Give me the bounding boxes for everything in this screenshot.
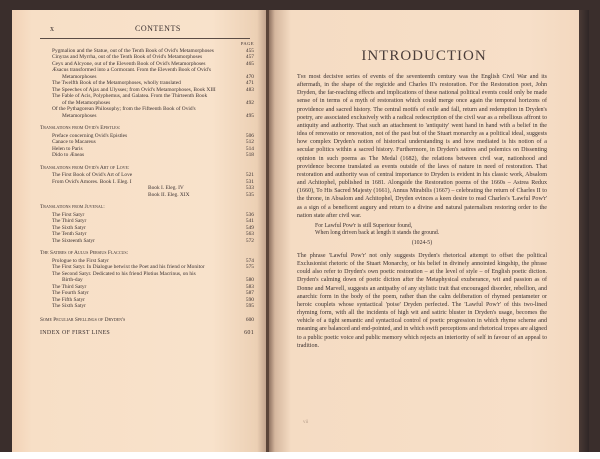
- toc-entry-index: INDEX OF FIRST LINES 601: [40, 330, 254, 336]
- toc-entry: Ceyx and Alcyone, out of the Eleventh Book of Ovid's Metamorphoses 465: [52, 60, 254, 67]
- toc-entry: Dido to Æneas 518: [52, 152, 254, 158]
- verse-quote: [315, 223, 547, 237]
- toc-entry: The Sixteenth Satyr 572: [52, 237, 254, 244]
- paragraph-text: most decisive series of events of the seventeenth century was the English Civil War and its aftermath, in the shape of the regicide and Charles II's restoration. For the Restoration poet, John Dryden, the far-reaching effects and implications of these national political events could only be made sense of in terms of a myth of restoration which could merge once again the temporal horizons of providence and sacred history. The central motifs of exile and fall, return and redemption in Dryden's poetry, are associated exclusively with a radical redescription of the civil war as a rebellious affront to antiquity and authority. That such an attachment to 'antiquity' went hand in hand with a belief in the idea of renovatio or renovation, not of the past but of the Stuart monarchy as a political ideal, suggests how complex Dryden's notion of historical understanding is and how mediated is his notion of a secular politics within a sacred history. Furthermore, in Dryden's satires and polemics on Dissenting opinion in such poems as The Medal (1682), the relations between civil war, nationhood and providence become translated as events outside of the laws of nature in need of restoration. That restoration and authority was of central importance to Dryden is evident in his classic work, Absalom and Achitophel, published in 1681. Alongside the Restoration poems of the 1660s – Astrea Redux (1660), To His Sacred Majesty (1661), Annus Mirabilis (1667) – celebrating the return of Charles II to the throne, in Absalom and Achitophel, Dryden evinces a keen desire to read Charles's 'Lawful Pow'r' as a sign of a beneficent augury and return to a divine and natural paternalism restoring order to the nation state after civil war.: [297, 74, 547, 219]
- toc-entry: The Fifth Satyr 590: [52, 296, 254, 303]
- margin-mark: vii: [303, 420, 309, 425]
- book-edge: [579, 10, 589, 452]
- verse-line: When long driven back at length it stands the ground.: [315, 229, 440, 236]
- toc-entry-continuation: Birth-day 580: [62, 277, 254, 283]
- header-rule: [40, 38, 250, 39]
- toc-entry-continuation: Metamorphoses 495: [62, 112, 254, 119]
- verse-line: For Lawful Pow'r is still Superiour found,: [315, 222, 413, 229]
- paragraph-lead: The: [297, 74, 307, 80]
- toc-entry-spellings: Some Peculiar Spellings of Dryden's 600: [40, 316, 254, 323]
- introduction-body: [297, 73, 547, 350]
- toc-entry: From Ovid's Amores. Book I. Eleg. I 531: [52, 178, 254, 185]
- paragraph-2: The phrase 'Lawful Pow'r' not only suggests Dryden's rhetorical attempt to offset the political Exclusionist rhetoric of the Stuart Monarchy, or his belief in divinely annointed kingship, the phrase could also refer to Dryden's own poetic restoration – at the level of style – of English poetic diction. Dryden's calming down of poetic diction after the Metaphysical exuberance, wit and passion as of Donne and Marvell, suggests an antipathy of any stylistic trait that encouraged disorder, rebellion, and anarchic form in the body of the poem, rather than the calm deliberation of rhymed pentameter or heroic couplets whose syntactical 'poise' Dryden perfected. The 'Lawful Pow'r' of this two-lined rhyming form, with all the incidents of high wit and satiric bluster in Dryden's usage, becomes the vehicle of a tight semantic and syntactical control of poetic progression in which rhyme scheme and meaning are balanced and end-pointed, and in which swift perceptions and rhetorical tropes are aligned to a public poetic voice and public memory which rejects an interiority of self in favour of an appeal to tradition.: [297, 252, 548, 349]
- toc-entry: Book I. Eleg. IV 533: [148, 185, 254, 191]
- toc-entry: The Fourth Satyr 587: [52, 290, 254, 296]
- toc-entry: The First Book of Ovid's Art of Love 521: [52, 172, 254, 178]
- toc-entry: Prologue to the First Satyr 574: [52, 257, 254, 264]
- toc-entry: The Tenth Satyr 563: [52, 231, 254, 237]
- toc-entry: The Sixth Satyr 595: [52, 303, 254, 309]
- toc-entry: The Sixth Satyr 549: [52, 224, 254, 231]
- toc-entry: The Fable of Acis, Polyphemus, and Galatea. From the Thirteenth Book: [52, 93, 208, 99]
- toc-entry-continuation: Metamorphoses 470: [62, 73, 254, 80]
- toc-entry: Canace to Macareus 512: [52, 139, 254, 145]
- toc-entry: Of the Pythagorean Philosophy; from the Fifteenth Book of Ovid's: [52, 106, 196, 112]
- toc-entry: Cinyras and Myrrha, out of the Tenth Book of Ovid's Metamorphoses 457: [52, 54, 254, 60]
- toc-entry: The Third Satyr 541: [52, 218, 254, 224]
- toc-entry: Pygmalion and the Statue, out of the Tenth Book of Ovid's Metamorphoses 455: [52, 47, 254, 54]
- introduction-page: [269, 10, 579, 452]
- toc-entry-continuation: of the Metamorphoses 492: [62, 99, 254, 106]
- toc-entry: The Twelfth Book of the Metamorphoses, wholly translated 471: [52, 80, 254, 86]
- chapter-title: INTRODUCTION: [361, 48, 487, 64]
- toc-entry: Book II. Eleg. XIX 535: [148, 191, 254, 198]
- toc-entry: The Speeches of Ajax and Ulysses; from Ovid's Metamorphoses, Book XIII 483: [52, 86, 254, 93]
- running-head-title: CONTENTS: [135, 24, 181, 33]
- contents-page: [12, 10, 268, 452]
- toc-section-heading: Translations from Ovid's Art of Love:: [40, 164, 130, 171]
- paragraph-1: [297, 73, 547, 220]
- toc-entry: Helen to Paris 514: [52, 145, 254, 152]
- toc-entry: The First Satyr. In Dialogue betwixt the Poet and his friend or Monitor 575: [52, 264, 254, 270]
- table-of-contents: [40, 41, 254, 337]
- toc-entry: Preface concerning Ovid's Epistles 506: [52, 132, 254, 139]
- running-header: [40, 24, 258, 38]
- verse-reference: (1024-5): [411, 239, 433, 246]
- toc-entry: The Second Satyr. Dedicated to his friend Plotius Macrinus, on his: [52, 270, 196, 277]
- toc-entry: The First Satyr 536: [52, 211, 254, 218]
- toc-entry: Æsacus transformed into a Cormorant. From the Eleventh Book of Ovid's: [52, 67, 211, 73]
- toc-section-heading: Translations from Juvenal:: [40, 204, 105, 210]
- page-number: x: [50, 24, 55, 33]
- toc-group-ovid-metamorphoses: [40, 48, 254, 120]
- toc-entry: The Third Satyr 583: [52, 283, 254, 290]
- toc-section-heading: The Satires of Aulus Persius Flaccus:: [40, 250, 129, 256]
- toc-section-heading: Translations from Ovid's Epistles:: [40, 125, 121, 131]
- page-column-label: PAGE: [240, 41, 254, 46]
